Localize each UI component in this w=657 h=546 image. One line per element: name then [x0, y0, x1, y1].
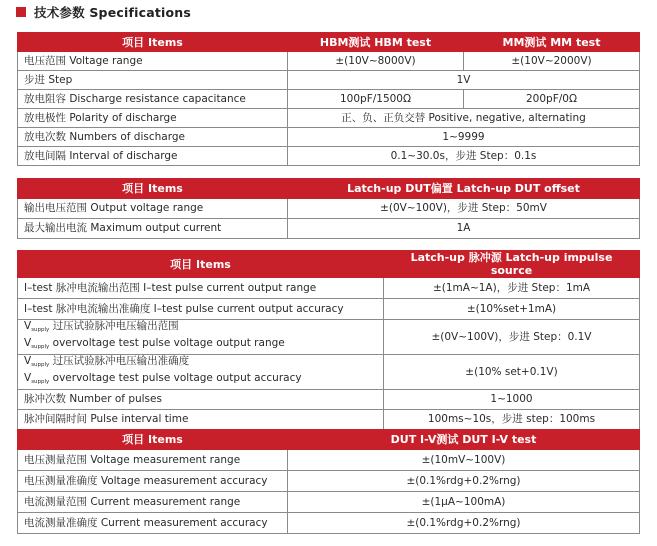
- row-value: ±(1mA~1A)，步进 Step：1mA: [384, 278, 640, 299]
- label-en-line: [24, 337, 377, 354]
- table-row: [18, 390, 640, 410]
- row-label-vsupply-range: [18, 320, 384, 355]
- row-value: ±(10% set+0.1V): [384, 355, 640, 390]
- label-en: overvoltage test pulse voltage output accuracy: [52, 372, 302, 384]
- row-label: I–test 脉冲电流输出范围 I–test pulse current output range: [18, 278, 384, 299]
- table-row: [18, 450, 640, 471]
- table-row: [18, 109, 640, 128]
- v-symbol: V: [24, 372, 32, 384]
- row-label: 脉冲间隔时间 Pulse interval time: [18, 410, 384, 430]
- row-value: 100ms~10s，步进 step：100ms: [384, 410, 640, 430]
- shared-value: 正、负、正负交替 Positive, negative, alternating: [288, 109, 640, 128]
- row-label: 电流测量范围 Current measurement range: [18, 492, 288, 513]
- row-value: ±(10%set+1mA): [384, 299, 640, 320]
- v-symbol: V: [24, 320, 32, 332]
- latchup-impulse-table: [17, 250, 640, 430]
- hbm-mm-table: [17, 32, 640, 166]
- latchup-offset-table: [17, 178, 640, 239]
- table-row: [18, 410, 640, 430]
- row-label: 电流测量准确度 Current measurement accuracy: [18, 513, 288, 534]
- row-value: ±(1μA~100mA): [288, 492, 640, 513]
- dut-iv-table: [17, 429, 640, 534]
- row-label: 最大输出电流 Maximum output current: [18, 219, 288, 239]
- v-subscript: supply: [31, 344, 50, 350]
- header-offset: Latch-up DUT偏置 Latch-up DUT offset: [288, 179, 640, 199]
- hbm-value: 100pF/1500Ω: [288, 90, 464, 109]
- header-items: 项目 Items: [18, 251, 384, 278]
- row-label: 电压测量范围 Voltage measurement range: [18, 450, 288, 471]
- header-iv: DUT I-V测试 DUT I-V test: [288, 430, 640, 450]
- table-row: [18, 492, 640, 513]
- row-value: ±(10mV~100V): [288, 450, 640, 471]
- table-row: [18, 299, 640, 320]
- table-row: [18, 128, 640, 147]
- row-value: ±(0V~100V)，步进 Step：50mV: [288, 199, 640, 219]
- table-row: [18, 52, 640, 71]
- v-symbol: V: [24, 355, 32, 367]
- table-row: [18, 471, 640, 492]
- header-items: 项目 Items: [18, 430, 288, 450]
- v-subscript: supply: [31, 379, 50, 385]
- mm-value: 200pF/0Ω: [464, 90, 640, 109]
- label-en: overvoltage test pulse voltage output range: [52, 337, 285, 349]
- label-en-line: [24, 372, 377, 389]
- label-cn-line: [24, 355, 377, 372]
- row-label: 电压范围 Voltage range: [18, 52, 288, 71]
- table-header-row: [18, 251, 640, 278]
- section-title: [16, 4, 191, 20]
- shared-value: 1V: [288, 71, 640, 90]
- mm-value: ±(10V~2000V): [464, 52, 640, 71]
- row-label: 放电间隔 Interval of discharge: [18, 147, 288, 166]
- table-row: [18, 513, 640, 534]
- row-label: 放电阻容 Discharge resistance capacitance: [18, 90, 288, 109]
- row-label: 输出电压范围 Output voltage range: [18, 199, 288, 219]
- row-label-vsupply-accuracy: [18, 355, 384, 390]
- table-row: [18, 90, 640, 109]
- row-label: 脉冲次数 Number of pulses: [18, 390, 384, 410]
- header-items: 项目 Items: [18, 33, 288, 52]
- row-value: ±(0.1%rdg+0.2%rng): [288, 513, 640, 534]
- table-row: [18, 199, 640, 219]
- v-subscript: supply: [31, 362, 50, 368]
- row-value: 1A: [288, 219, 640, 239]
- row-value: 1~1000: [384, 390, 640, 410]
- row-label: I–test 脉冲电流输出准确度 I–test pulse current output accuracy: [18, 299, 384, 320]
- header-impulse: Latch-up 脉冲源 Latch-up impulse source: [384, 251, 640, 278]
- label-cn: 过压试验脉冲电压输出范围: [52, 320, 179, 332]
- table-row: [18, 71, 640, 90]
- table-row: [18, 278, 640, 299]
- header-hbm: HBM测试 HBM test: [288, 33, 464, 52]
- shared-value: 0.1~30.0s，步进 Step：0.1s: [288, 147, 640, 166]
- table-row: [18, 320, 640, 355]
- header-mm: MM测试 MM test: [464, 33, 640, 52]
- shared-value: 1~9999: [288, 128, 640, 147]
- hbm-value: ±(10V~8000V): [288, 52, 464, 71]
- row-label: 步进 Step: [18, 71, 288, 90]
- row-value: ±(0V~100V)，步进 Step：0.1V: [384, 320, 640, 355]
- header-items: 项目 Items: [18, 179, 288, 199]
- row-value: ±(0.1%rdg+0.2%rng): [288, 471, 640, 492]
- table-row: [18, 355, 640, 390]
- table-row: [18, 219, 640, 239]
- table-header-row: [18, 430, 640, 450]
- v-symbol: V: [24, 337, 32, 349]
- label-cn-line: [24, 320, 377, 337]
- title-text: 技术参数 Specifications: [34, 5, 192, 20]
- row-label: 电压测量准确度 Voltage measurement accuracy: [18, 471, 288, 492]
- label-cn: 过压试验脉冲电压输出准确度: [52, 355, 190, 367]
- title-square-icon: [16, 7, 26, 17]
- row-label: 放电极性 Polarity of discharge: [18, 109, 288, 128]
- table-row: [18, 147, 640, 166]
- v-subscript: supply: [31, 327, 50, 333]
- row-label: 放电次数 Numbers of discharge: [18, 128, 288, 147]
- table-header-row: [18, 179, 640, 199]
- table-header-row: [18, 33, 640, 52]
